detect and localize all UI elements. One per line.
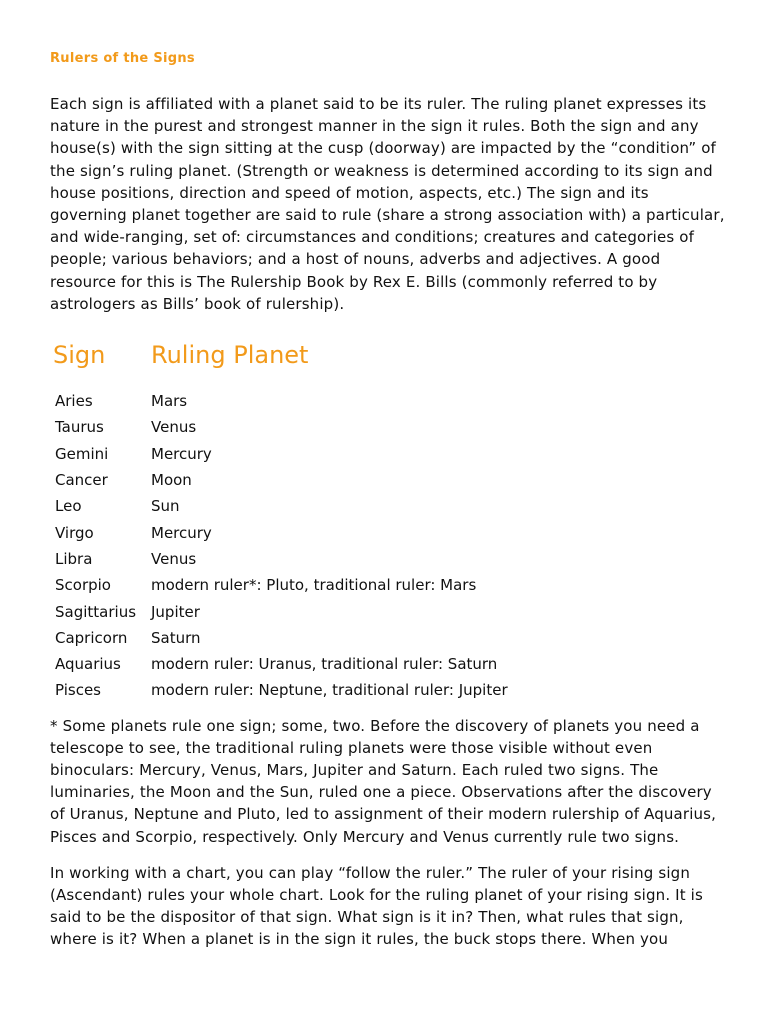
planet-cell: Mars [151, 392, 188, 411]
planet-cell: Venus [151, 418, 197, 437]
table-row [50, 467, 730, 493]
page-title: Rulers of the Signs [50, 51, 195, 66]
table-row [50, 572, 730, 598]
sign-cell: Gemini [55, 444, 109, 463]
sign-cell: Libra [55, 549, 93, 568]
sign-column-header: Sign [53, 341, 106, 370]
table-row [50, 625, 730, 651]
sign-cell: Capricorn [55, 628, 128, 647]
table-row [50, 388, 730, 414]
planet-cell: modern ruler: Uranus, traditional ruler: Saturn [151, 655, 498, 674]
planet-cell: Saturn [151, 628, 201, 647]
table-row [50, 520, 730, 546]
planet-cell: Sun [151, 497, 180, 516]
planet-cell: Mercury [151, 444, 212, 463]
sign-cell: Scorpio [55, 576, 111, 595]
sign-cell: Cancer [55, 471, 108, 490]
sign-cell: Aquarius [55, 655, 121, 674]
sign-cell: Aries [55, 392, 93, 411]
rulers-table [50, 388, 730, 704]
follow-the-ruler-paragraph: In working with a chart, you can play “follow the ruler.” The ruler of your rising sign (Ascendant) rules your whole chart. Look for the ruling planet of your rising sign. It is said to be the dispositor of that sign. What sign is it in? Then, what rules that sign, where is it? When a planet is in the sign it rules, the buck stops there. When you [50, 863, 703, 949]
sign-cell: Taurus [55, 418, 104, 437]
sign-cell: Sagittarius [55, 602, 137, 621]
table-row [50, 493, 730, 519]
planet-cell: modern ruler*: Pluto, traditional ruler: Mars [151, 576, 477, 595]
table-row [50, 651, 730, 677]
sign-cell: Virgo [55, 523, 94, 542]
table-row [50, 598, 730, 624]
sign-cell: Pisces [55, 681, 101, 700]
table-row [50, 677, 730, 703]
table-header-row [50, 335, 730, 375]
planet-cell: Jupiter [151, 602, 200, 621]
ruling-planet-column-header: Ruling Planet [151, 341, 309, 370]
table-row [50, 414, 730, 440]
planet-cell: Mercury [151, 523, 212, 542]
intro-paragraph: Each sign is affiliated with a planet said to be its ruler. The ruling planet expresses its nature in the purest and strongest manner in the sign it rules. Both the sign and any house(s) with the sign sitting at the cusp (doorway) are impacted by the “condition” of the sign’s ruling planet. (Strength or weakness is determined according to its sign and house positions, direction and speed of motion, aspects, etc.) The sign and its governing planet together are said to rule (share a strong association with) a particular, and wide-ranging, set of: circumstances and conditions; creatures and categories of people; various behaviors; and a host of nouns, adverbs and adjectives. A good resource for this is The Rulership Book by Rex E. Bills (commonly referred to by astrologers as Bills’ book of rulership). [50, 95, 725, 313]
planet-cell: modern ruler: Neptune, traditional ruler: Jupiter [151, 681, 508, 700]
document-page [50, 48, 730, 951]
sign-cell: Leo [55, 497, 82, 516]
table-row [50, 441, 730, 467]
table-row [50, 546, 730, 572]
planet-cell: Venus [151, 549, 197, 568]
footnote-paragraph: * Some planets rule one sign; some, two. Before the discovery of planets you need a telescope to see, the traditional ruling planets were those visible without even binoculars: Mercury, Venus, Mars, Jupiter and Saturn. Each ruled two signs. The luminaries, the Moon and the Sun, ruled one a piece. Observations after the discovery of Uranus, Neptune and Pluto, led to assignment of their modern rulership of Aquarius, Pisces and Scorpio, respectively. Only Mercury and Venus currently rule two signs. [50, 716, 717, 846]
planet-cell: Moon [151, 471, 192, 490]
